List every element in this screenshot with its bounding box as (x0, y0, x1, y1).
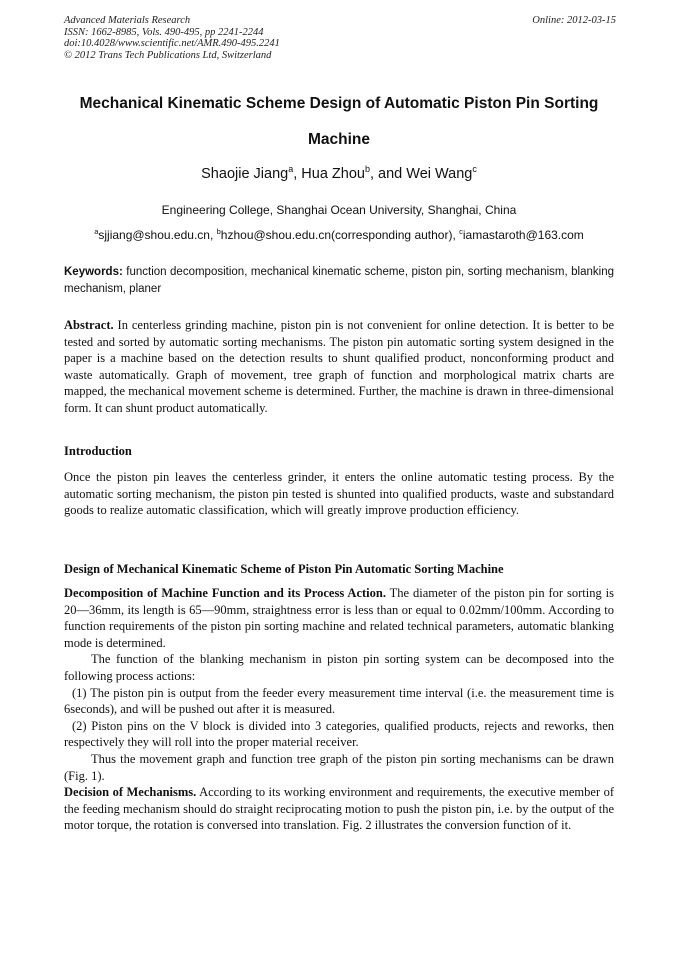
affiliation: Engineering College, Shanghai Ocean University, Shanghai, China (161, 203, 517, 217)
mechanisms-heading: Decision of Mechanisms. (64, 785, 197, 800)
email-3-mark: c (459, 227, 463, 236)
email-2-mark: b (216, 227, 221, 236)
author-1: Shaojie Jiang (201, 166, 289, 182)
journal-header (64, 15, 616, 61)
mechanisms-text: According to its working environment and requirements, the executive member of the feeding mechanism should do straight reciprocating motion to push the piston pin, i.e. by the output of the motor torque, the rotation is conversed into translation. Fig. 2 illustrates the conversion function of it. (64, 785, 614, 833)
email-2: hzhou@shou.edu.cn(corresponding author), (220, 228, 460, 242)
paper-title (50, 86, 628, 158)
abstract-label: Abstract. (64, 318, 114, 332)
design-section (64, 585, 614, 834)
author-2-mark: b (364, 164, 370, 174)
design-paragraph-2: The function of the blanking mechanism in piston pin sorting system can be decomposed into the following process actions: (64, 652, 614, 683)
introduction-paragraph: Once the piston pin leaves the centerless grinder, it enters the online automatic testing process. By the automatic sorting mechanism, the piston pin tested is shunted into qualified products, waste and substandard goods to realize automatic classification, which will greatly improve production efficiency. (64, 470, 614, 518)
keywords-label: Keywords: (64, 266, 123, 278)
title-line-2: Machine (307, 131, 370, 148)
title-line-1: Mechanical Kinematic Scheme Design of Automatic Piston Pin Sorting (79, 95, 599, 112)
design-paragraph-3: Thus the movement graph and function tree graph of the piston pin sorting mechanisms can be drawn (Fig. 1). (64, 751, 614, 783)
decomposition-text: The diameter of the piston pin for sorting is 20—36mm, its length is 65—90mm, straightness error is less than or equal to 0.02mm/100mm. According to function requirements of the piston pin sorting machine and related technical parameters, automatic blanking mode is determined. (64, 586, 614, 650)
process-action-1: (1) The piston pin is output from the feeder every measurement time interval (i.e. the measurement time is 6seconds), and will be pushed out after it is measured. (64, 685, 614, 717)
section-heading-introduction: Introduction (64, 444, 132, 458)
author-3: , and Wei Wang (370, 166, 473, 182)
author-3-mark: c (472, 164, 477, 174)
keywords (64, 264, 614, 298)
abstract-text: In centerless grinding machine, piston pin is not convenient for online detection. It is better to be tested and sorted by automatic sorting mechanisms. The piston pin automatic sorting system designed in the paper is a machine based on the detection results to shunt qualified product, nonconforming product and waste automatically. Graph of movement, tree graph of function and morphological matrix charts are mapped, the mechanical movement scheme is determined. Further, the machine is drawn in three-dimensional form. It can shunt product automatically. (64, 318, 615, 415)
email-1-mark: a (94, 227, 99, 236)
keywords-text: function decomposition, mechanical kinematic scheme, piston pin, sorting mechanism, blanking mechanism, planer (64, 266, 614, 295)
email-3: iamastaroth@163.com (462, 228, 584, 242)
issn-line: ISSN: 1662-8985, Vols. 490-495, pp 2241-2244 (64, 26, 264, 38)
introduction-section (64, 469, 614, 519)
email-list (50, 227, 628, 243)
copyright-line: © 2012 Trans Tech Publications Ltd, Switzerland (64, 49, 272, 61)
doi-line: doi:10.4028/www.scientific.net/AMR.490-495.2241 (64, 38, 280, 49)
design-paragraph-4 (64, 784, 614, 834)
author-1-mark: a (288, 164, 294, 174)
section-heading-design: Design of Mechanical Kinematic Scheme of Piston Pin Automatic Sorting Machine (64, 562, 504, 576)
design-paragraph-1 (64, 585, 614, 651)
abstract-paragraph (64, 317, 614, 417)
process-action-2: (2) Piston pins on the V block is divided into 3 categories, qualified products, rejects and reworks, then respectively they will roll into the proper material receiver. (64, 718, 614, 750)
email-1: sjjiang@shou.edu.cn, (98, 228, 217, 242)
author-list (50, 165, 628, 183)
author-2: , Hua Zhou (293, 166, 365, 182)
journal-name: Advanced Materials Research (64, 15, 191, 26)
abstract (64, 317, 614, 417)
decomposition-heading: Decomposition of Machine Function and its Process Action. (64, 586, 386, 600)
online-date: Online: 2012-03-15 (532, 15, 616, 26)
